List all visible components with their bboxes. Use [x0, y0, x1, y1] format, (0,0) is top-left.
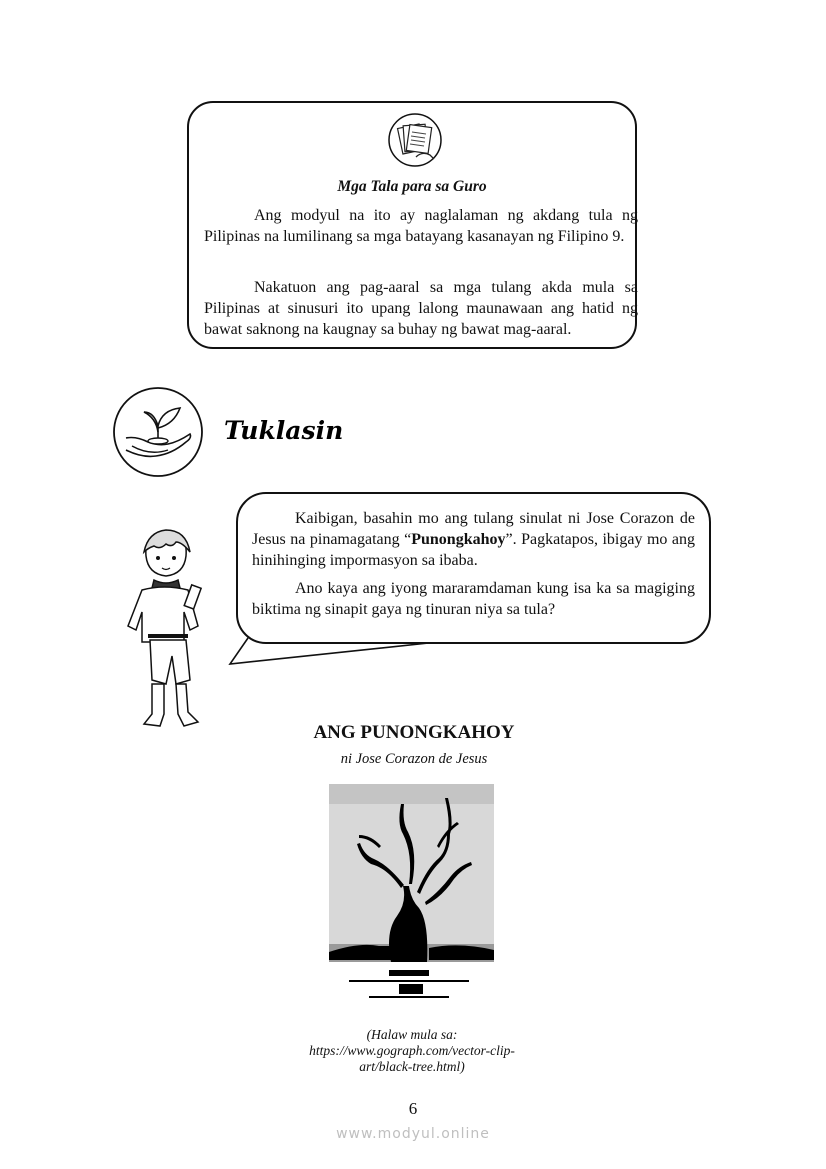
watermark: www.modyul.online	[336, 1126, 490, 1142]
boy-character-illustration	[118, 526, 218, 746]
bubble-text-before: Kaibigan, basahin mo ang tulang sinulat ni Jose Corazon de Jesus na pinamagatang “	[252, 510, 695, 548]
bubble-paragraph-2: Ano kaya ang iyong mararamdaman kung isa ka sa magiging biktima ng sinapit gaya ng tinuran niya sa tula?	[252, 580, 695, 618]
black-tree-illustration	[329, 784, 494, 1015]
section-title: Tuklasin	[224, 416, 344, 445]
notes-title: Mga Tala para sa Guro	[337, 178, 487, 195]
image-source-caption: (Halaw mula sa: https://www.gograph.com/vector-clip-art/black-tree.html)	[309, 1027, 515, 1074]
poem-author: ni Jose Corazon de Jesus	[340, 751, 488, 767]
documents-icon	[386, 113, 444, 167]
bubble-text-after: ”. Pagkatapos, ibigay mo ang hinihinging impormasyon sa ibaba.	[252, 531, 696, 569]
notes-paragraph-1: Ang modyul na ito ay naglalaman ng akdang tula ng Pilipinas na lumilinang sa mga batayang kasanayan ng Filipino 9.	[204, 207, 638, 245]
poem-name-bold: Punongkahoy	[411, 531, 506, 548]
poem-title: ANG PUNONGKAHOY	[313, 722, 515, 743]
notes-paragraph-2: Nakatuon ang pag-aaral sa mga tulang akda mula sa Pilipinas at sinusuri ito upang lalong maunawaan ang hatid ng bawat saknong na kaugnay sa buhay ng bawat mag-aaral.	[204, 279, 638, 338]
hands-seedling-icon	[112, 386, 204, 478]
bubble-paragraph-1	[252, 508, 695, 571]
page-number: 6	[408, 1099, 418, 1118]
